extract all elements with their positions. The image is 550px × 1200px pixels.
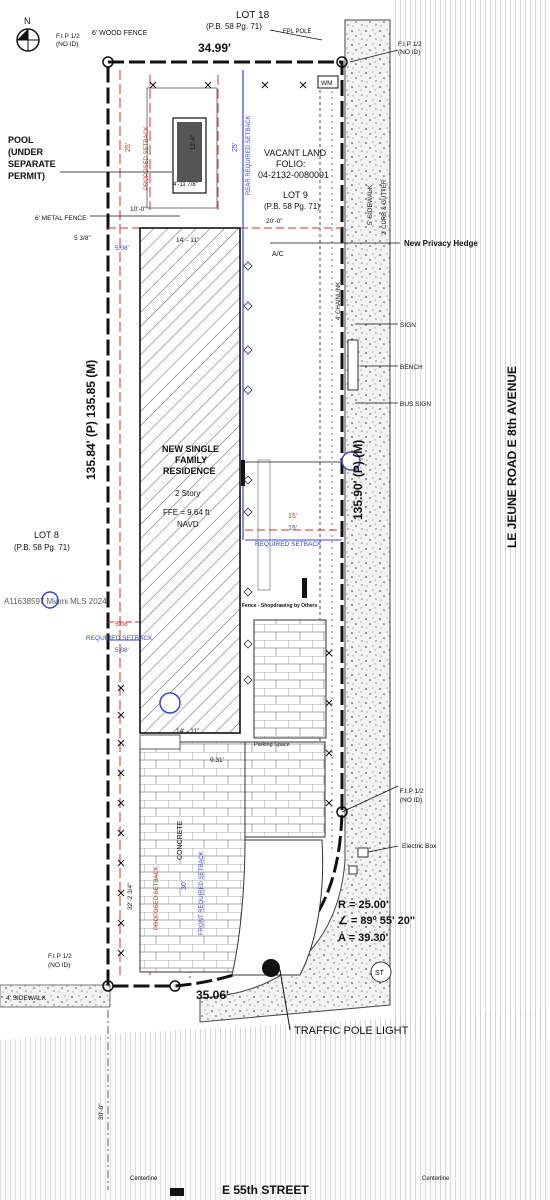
dim-538: 5 3/8" xyxy=(74,235,91,242)
pool-water xyxy=(177,122,202,182)
fip-mid-2: (NO ID) xyxy=(400,797,423,804)
left-side-dimension: 135.84' (P) 135.85 (M) xyxy=(84,359,98,480)
proposed-setback-top: PROPOSED SETBACK xyxy=(144,126,150,190)
sign-label: SIGN xyxy=(400,322,416,329)
dim-25a: 25' xyxy=(125,142,132,152)
dim-508a: 5.08' xyxy=(115,245,129,252)
dim-15b: 15' xyxy=(288,525,298,532)
dim-508b: 5.08' xyxy=(115,621,129,628)
dim-30b: 30'-0" xyxy=(98,1103,105,1120)
dim-508c: 5.08' xyxy=(115,647,129,654)
right-side-dimension: 135.90' (P) (M) xyxy=(351,439,365,520)
lot9-pb: (P.B. 58 Pg. 71) xyxy=(264,202,320,211)
fence-shop-label: Fence - Shopdrawing by Others xyxy=(242,603,318,609)
dim-25b: 25' xyxy=(232,142,239,152)
lot18-label: LOT 18 xyxy=(236,10,270,21)
bench-label: BENCH xyxy=(400,364,423,371)
mls-watermark: A11638597 Miami MLS 2024 xyxy=(4,597,107,606)
lot8-label: LOT 8 xyxy=(34,530,59,540)
centerline-right: Centerline xyxy=(422,1176,450,1182)
house-line4: 2 Story xyxy=(175,489,201,498)
curve-radius: R = 25.00' xyxy=(338,899,389,911)
dim-30: 30' xyxy=(181,880,188,890)
bus-sign-label: BUS SIGN xyxy=(400,401,432,408)
house-line6: NAVD xyxy=(177,520,199,529)
lot18-pb: (P.B. 58 Pg. 71) xyxy=(206,22,262,31)
north-label: N xyxy=(24,16,31,26)
fip-top-right: F.I.P 1/2 xyxy=(398,41,422,48)
electric-box-label: Electric Box xyxy=(402,843,437,850)
house-line2: FAMILY xyxy=(175,455,208,465)
pool-label-2: (UNDER xyxy=(8,147,43,157)
concrete-label: CONCRETE xyxy=(177,820,184,860)
centerline-left: Centerline xyxy=(130,1176,158,1182)
chainlink-label: 4' CHAINLINK xyxy=(336,281,342,320)
lot9-label: LOT 9 xyxy=(283,190,308,200)
pool-dim-1: 12'-6" xyxy=(191,134,197,150)
vacant-line2: FOLIO: xyxy=(276,159,306,169)
dim-20: 20'-0" xyxy=(266,218,283,225)
fip-mid: F.I.P 1/2 xyxy=(400,788,424,795)
bottom-dimension: 35.06' xyxy=(196,988,229,1002)
vacant-line1: VACANT LAND xyxy=(264,148,327,158)
fip-top-left: F.I.P 1/2 xyxy=(56,33,80,40)
rear-setback: REAR REQUIRED SETBACK xyxy=(246,115,252,195)
wm-label: WM xyxy=(321,80,333,87)
fpl-pole-label: FPL POLE xyxy=(283,29,312,35)
dim-32: 32'-2 3/4" xyxy=(127,882,134,910)
proposed-setback-bottom: PROPOSED SETBACK xyxy=(154,866,160,930)
dim-931: 9.31' xyxy=(210,757,224,764)
req-setback-left: REQUIRED SETBACK xyxy=(86,635,153,642)
traffic-pole-label: TRAFFIC POLE LIGHT xyxy=(294,1025,409,1037)
fip-bottom-left-2: (NO ID) xyxy=(48,962,71,969)
req-setback-right: REQUIRED SETBACK xyxy=(255,541,322,548)
pool-label-1: POOL xyxy=(8,135,34,145)
street-name: E 55th STREET xyxy=(222,1183,309,1197)
sidewalk4-label: 4' SIDEWALK xyxy=(6,995,47,1002)
curb-label: 2' CURB & GUTTER xyxy=(382,179,388,235)
metal-fence-label: 6' METAL FENCE xyxy=(35,215,87,222)
ac-label: A/C xyxy=(272,251,284,258)
fip-bottom-left: F.I.P 1/2 xyxy=(48,953,72,960)
pool-label-4: PERMIT) xyxy=(8,171,45,181)
new-hedge-label: New Privacy Hedge xyxy=(404,239,478,248)
traffic-pole-icon xyxy=(262,959,280,977)
curve-delta: ∠ = 89º 55' 20" xyxy=(338,915,416,927)
pool-label-3: SEPARATE xyxy=(8,159,56,169)
house-line1: NEW SINGLE xyxy=(162,444,220,454)
fip-top-right-2: (NO ID) xyxy=(398,49,421,56)
top-dimension: 34.99' xyxy=(198,41,231,55)
pool-dim-2: 4'-11 7/8" xyxy=(173,182,198,188)
lot8-pb: (P.B. 58 Pg. 71) xyxy=(14,543,70,552)
house-line5: FFE = 9.64 ft xyxy=(163,508,210,517)
svg-text:ST: ST xyxy=(375,970,384,977)
avenue-name: LE JEUNE ROAD E 8th AVENUE xyxy=(505,365,519,548)
wood-fence-label: 6' WOOD FENCE xyxy=(92,30,148,37)
sidewalk5-label: 5' SIDEWALK xyxy=(367,184,374,225)
dim-14b: 14' - 11" xyxy=(176,728,200,735)
residence-footprint xyxy=(140,228,240,733)
curve-arc: A = 39.30' xyxy=(338,932,389,944)
dim-10: 10'-0" xyxy=(130,206,147,213)
dim-14a: 14' - 11" xyxy=(176,237,200,244)
house-line3: RESIDENCE xyxy=(163,466,216,476)
fip-top-left-2: (NO ID) xyxy=(56,41,79,48)
parking-label: Parking Space xyxy=(254,742,290,748)
dim-15a: 15' xyxy=(288,513,298,520)
front-setback: FRONT REQUIRED SETBACK xyxy=(199,851,205,935)
vacant-line3: 04-2132-0080091 xyxy=(258,170,330,180)
